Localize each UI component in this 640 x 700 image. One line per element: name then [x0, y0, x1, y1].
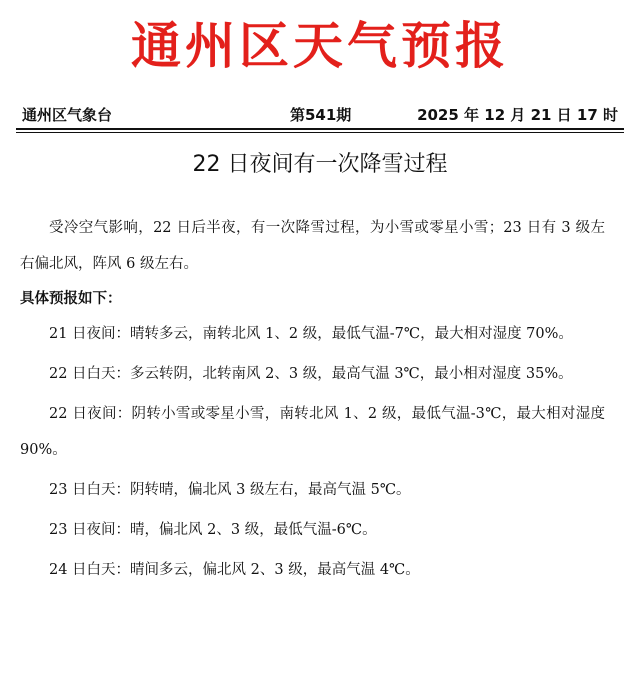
forecast-paragraph: 23 日夜间：晴，偏北风 2、3 级，最低气温-6℃。: [49, 522, 377, 538]
issue-number: 第541期: [290, 106, 352, 124]
forecast-paragraph: 22 日白天：多云转阴，北转南风 2、3 级，最高气温 3℃，最小相对湿度 35%。: [49, 366, 573, 382]
forecast-paragraph: 23 日白天：阴转晴，偏北风 3 级左右，最高气温 5℃。: [49, 482, 411, 498]
issue-datetime: 2025 年 12 月 21 日 17 时: [417, 106, 618, 124]
summary-paragraph: 受冷空气影响，22 日后半夜，有一次降雪过程，为小雪或零星小雪；23 日有 3 级左右偏北风，阵风 6 级左右。: [20, 220, 605, 272]
header-divider-thick: [16, 128, 624, 130]
forecast-paragraph: 22 日夜间：阴转小雪或零星小雪，南转北风 1、2 级，最低气温-3℃，最大相对湿度 90%。: [20, 406, 605, 458]
forecast-paragraph: 24 日白天：晴间多云，偏北风 2、3 级，最高气温 4℃。: [49, 562, 420, 578]
masthead-title: 通州区天气预报: [131, 17, 509, 75]
forecast-section-label: 具体预报如下：: [20, 291, 122, 307]
forecast-paragraph: 21 日夜间：晴转多云，南转北风 1、2 级，最低气温-7℃，最大相对湿度 70%。: [49, 326, 573, 342]
issue-info-bar: [16, 104, 624, 126]
article-body: [20, 210, 605, 588]
header-divider-thin: [16, 132, 624, 133]
headline: 22 日夜间有一次降雪过程: [192, 152, 448, 177]
agency-name: 通州区气象台: [22, 106, 113, 124]
